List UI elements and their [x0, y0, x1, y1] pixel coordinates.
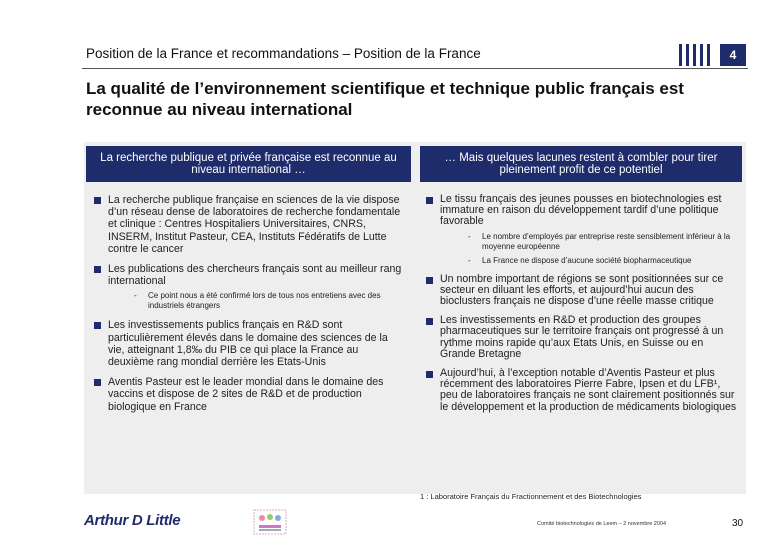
left-column	[92, 194, 407, 421]
sub-bullet	[108, 291, 407, 311]
dash-marker: -	[468, 255, 471, 265]
right-column-heading: … Mais quelques lacunes restent à combler pour tirer pleinement profit de ce potentiel	[420, 146, 742, 182]
arthur-d-little-logo: Arthur D Little	[84, 512, 181, 529]
footer-caption: Comité biotechnologies de Leem – 2 novembre 2004	[537, 521, 667, 527]
bullet-square-icon	[94, 379, 101, 386]
section-title: Position de la France et recommandations – Position de la France	[86, 46, 481, 61]
sub-bullet-text: Le nombre d’employés par entreprise reste sensiblement inférieur à la moyenne européenne	[482, 231, 731, 251]
dash-marker: -	[134, 291, 137, 301]
bullet-text: Aventis Pasteur est le leader mondial dans le domaine des vaccins et dispose de 2 sites de R&D et de production biologique en France	[108, 376, 384, 413]
sub-bullet-text: Ce point nous a été confirmé lors de tous nos entretiens avec des industriels étrangers	[148, 291, 381, 311]
right-bullet-3	[424, 315, 740, 360]
bullet-text: Le tissu français des jeunes pousses en biotechnologies est immature en raison du développement tardif d’une politique favorable	[440, 193, 722, 228]
bullet-square-icon	[94, 322, 101, 329]
right-bullet-4	[424, 368, 740, 413]
bullet-text: Aujourd’hui, à l’exception notable d’Aventis Pasteur et plus récemment des laboratoires Pierre Fabre, Ipsen et du LFB¹, peu de laboratoires français ne sont clairement positionnés sur le développement et la production de médicaments biologiques	[440, 367, 737, 413]
bullet-text: Les publications des chercheurs français sont au meilleur rang international	[108, 263, 402, 288]
bullet-text: Les investissements publics français en R&D sont particulièrement élevés dans le domaine des sciences de la vie, atteignant 1,8‰ du PIB ce qui place la France au deuxième rang mondial derrière les Etats-Unis	[108, 319, 388, 369]
sub-bullet	[440, 232, 740, 252]
left-bullet-4	[92, 376, 407, 413]
bullet-square-icon	[426, 277, 433, 284]
footnote: 1 : Laboratoire Français du Fractionnement et des Biotechnologies	[420, 492, 642, 501]
leem-logo-icon	[252, 508, 288, 536]
bullet-square-icon	[94, 197, 101, 204]
slide-title: La qualité de l’environnement scientifique et technique public français est reconnue au niveau international	[86, 79, 684, 119]
page-number: 30	[732, 518, 744, 529]
sub-bullet	[440, 256, 740, 266]
bullet-text: Un nombre important de régions se sont positionnées sur ce secteur en diluant les efforts, et aujourd’hui aucun des bioclusters français ne dispose d’une réelle masse critique	[440, 272, 724, 308]
left-bullet-1	[92, 194, 407, 255]
decorative-bars	[679, 44, 719, 66]
section-page-badge: 4	[720, 44, 746, 66]
right-bullet-1	[424, 194, 740, 266]
right-bullet-2	[424, 274, 740, 308]
left-bullet-3	[92, 319, 407, 368]
header-divider	[82, 68, 748, 69]
left-column-heading: La recherche publique et privée française est reconnue au niveau international …	[86, 146, 411, 182]
bullet-square-icon	[426, 318, 433, 325]
bullet-square-icon	[94, 266, 101, 273]
bullet-text: Les investissements en R&D et production des groupes pharmaceutiques sur le territoire français ont progressé à un rythme moins rapide qu’aux Etats Unis, en Suisse ou en Grande Bretagne	[440, 314, 724, 360]
bullet-square-icon	[426, 371, 433, 378]
left-bullet-2	[92, 263, 407, 311]
dash-marker: -	[468, 231, 471, 241]
bullet-text: La recherche publique française en sciences de la vie dispose d’un réseau dense de laboratoires de recherche fondamentale et clinique : Centres Hospitaliers Universitaires, CNRS, INSERM, Institut Pasteur, CEA, Instituts Fédératifs de Lutte contre le cancer	[108, 194, 401, 255]
right-column	[424, 194, 740, 421]
sub-bullet-text: La France ne dispose d’aucune société biopharmaceutique	[482, 255, 692, 265]
bullet-square-icon	[426, 197, 433, 204]
